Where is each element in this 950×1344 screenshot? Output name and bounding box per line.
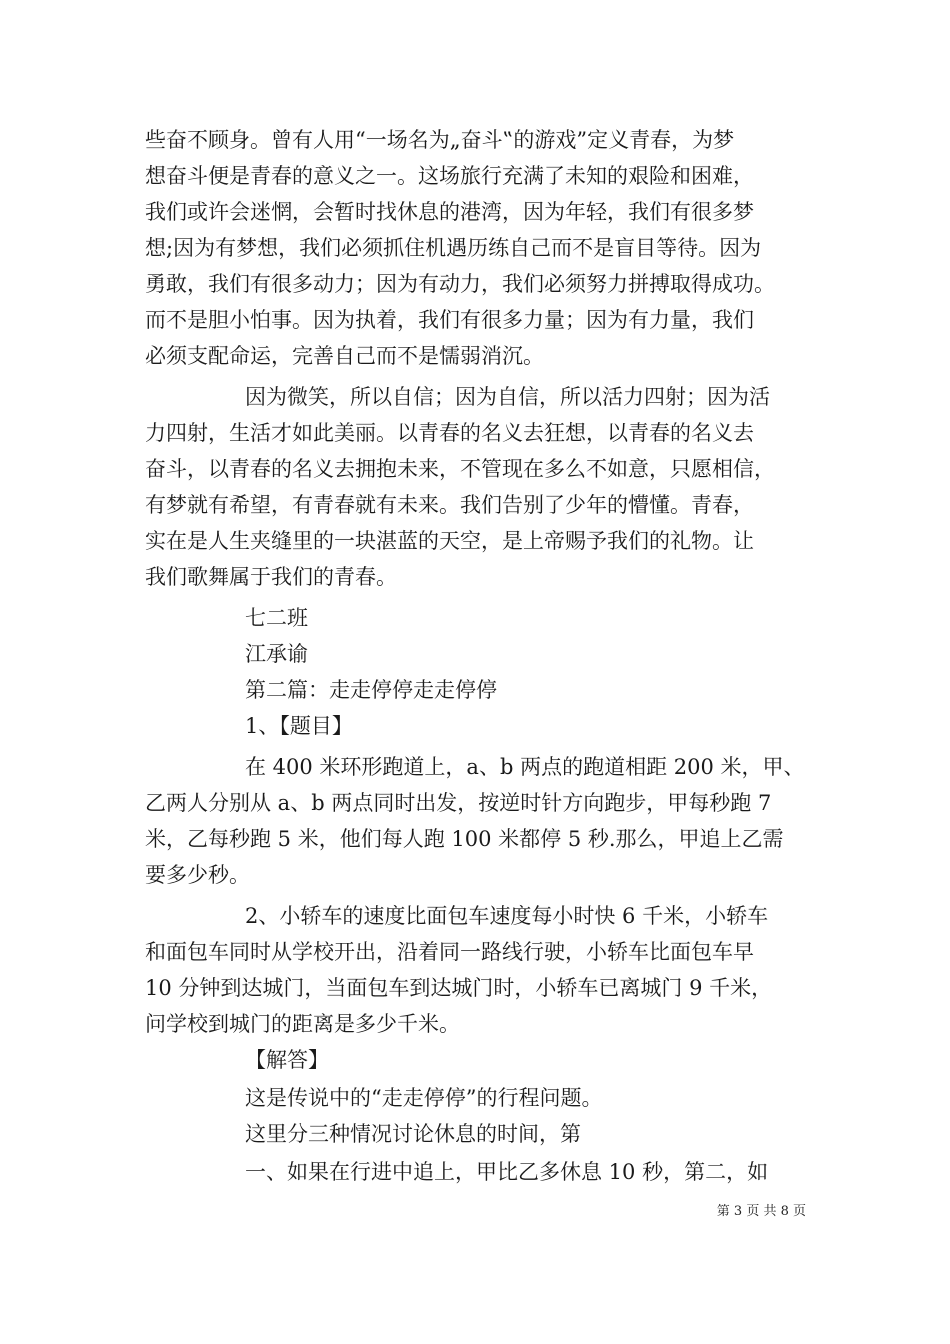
text-line-4: 想;因为有梦想，我们必须抓住机遇历练自己而不是盲目等待。因为 [145, 236, 762, 260]
text-line-29: 一、如果在行进中追上，甲比乙多休息 10 秒，第二，如 [245, 1160, 769, 1184]
text-line-18: 在 400 米环形跑道上，a、b 两点的跑道相距 200 米，甲、 [245, 755, 805, 779]
page-number-footer: 第 3 页 共 8 页 [716, 1204, 806, 1219]
text-line-13: 我们歌舞属于我们的青春。 [145, 565, 397, 589]
text-line-27: 这是传说中的“走走停停”的行程问题。 [245, 1086, 603, 1110]
text-line-10: 奋斗，以青春的名义去拥抱未来，不管现在多么不如意，只愿相信， [145, 457, 775, 481]
text-line-6: 而不是胆小怕事。因为执着，我们有很多力量；因为有力量，我们 [145, 308, 754, 332]
text-line-21: 要多少秒。 [145, 863, 250, 887]
text-line-9: 力四射，生活才如此美丽。以青春的名义去狂想，以青春的名义去 [145, 421, 754, 445]
text-line-22: 2、小轿车的速度比面包车速度每小时快 6 千米，小轿车 [245, 904, 769, 928]
text-line-11: 有梦就有希望，有青春就有未来。我们告别了少年的懵懂。青春， [145, 493, 754, 517]
text-line-19: 乙两人分别从 a、b 两点同时出发，按逆时针方向跑步，甲每秒跑 7 [145, 791, 772, 815]
text-line-1: 些奋不顾身。曾有人用“一场名为„奋斗‟的游戏”定义青春，为梦 [145, 128, 735, 152]
text-line-3: 我们或许会迷惘，会暂时找休息的港湾，因为年轻，我们有很多梦 [145, 200, 754, 224]
text-line-23: 和面包车同时从学校开出，沿着同一路线行驶，小轿车比面包车早 [145, 940, 754, 964]
class-name: 七二班 [245, 606, 308, 630]
text-line-7: 必须支配命运，完善自己而不是懦弱消沉。 [145, 344, 544, 368]
section-title: 第二篇：走走停停走走停停 [245, 678, 497, 702]
text-line-20: 米，乙每秒跑 5 米，他们每人跑 100 米都停 5 秒.那么，甲追上乙需 [145, 827, 784, 851]
text-line-5: 勇敢，我们有很多动力；因为有动力，我们必须努力拼搏取得成功。 [145, 272, 775, 296]
problem-heading: 1、【题目】 [245, 714, 353, 738]
text-line-28: 这里分三种情况讨论休息的时间，第 [245, 1122, 581, 1146]
text-line-8: 因为微笑，所以自信；因为自信，所以活力四射；因为活 [245, 385, 770, 409]
text-line-2: 想奋斗便是青春的意义之一。这场旅行充满了未知的艰险和困难， [145, 164, 754, 188]
text-line-24: 10 分钟到达城门，当面包车到达城门时，小轿车已离城门 9 千米， [145, 976, 773, 1000]
text-line-25: 问学校到城门的距离是多少千米。 [145, 1012, 460, 1036]
answer-heading: 【解答】 [245, 1048, 329, 1072]
author-name: 江承谕 [245, 642, 308, 666]
text-line-12: 实在是人生夹缝里的一块湛蓝的天空，是上帝赐予我们的礼物。让 [145, 529, 754, 553]
